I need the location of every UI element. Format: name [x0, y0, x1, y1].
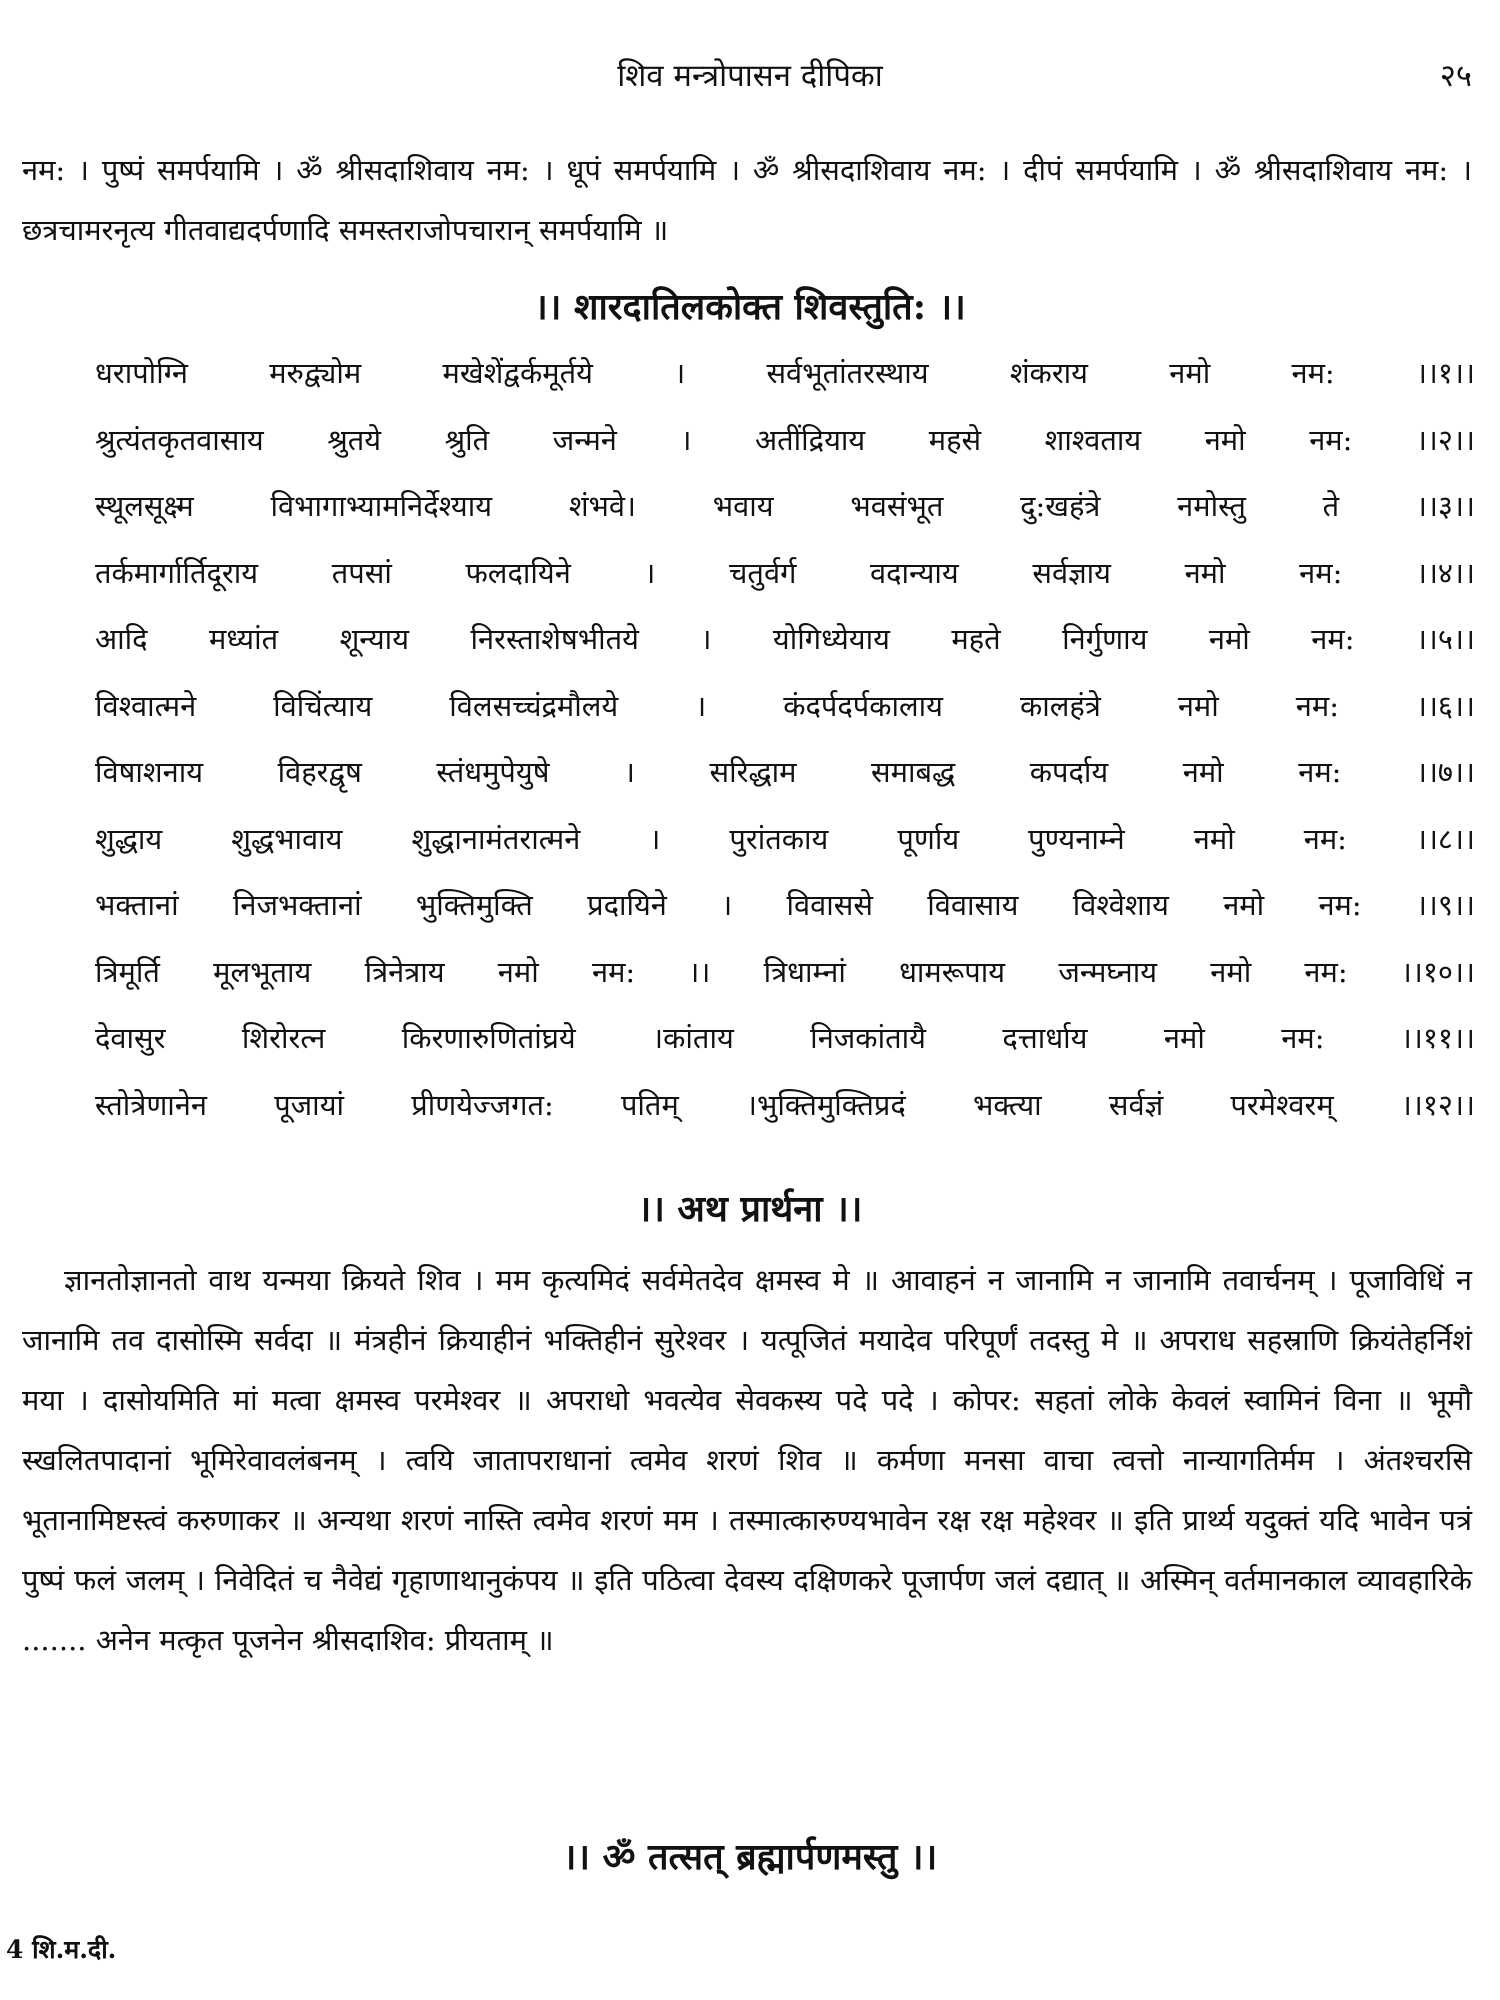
verse-line: तर्कमार्गार्तिदूराय तपसां फलदायिने । चतुर्वर्ग वदान्याय सर्वज्ञाय नमो नम: ।।४।।: [95, 555, 1475, 590]
running-title: शिव मन्त्रोपासन दीपिका: [617, 58, 883, 94]
verse-line: देवासुर शिरोरत्न किरणारुणितांघ्रये ।कांताय निजकांतायै दत्तार्धाय नमो नम: ।।११।।: [95, 1021, 1475, 1055]
prarthana-paragraph: ज्ञानतोज्ञानतो वाथ यन्मया क्रियते शिव । मम कृत्यमिदं सर्वमेतदेव क्षमस्व मे ॥ आवाहनं न जानामि न जानामि तवार्चनम् । पूजाविधिं न जानामि तव दासोस्मि सर्वदा ॥ मंत्रहीनं क्रियाहीनं भक्तिहीनं सुरेश्वर । यत्पूजितं मयादेव परिपूर्णं तदस्तु मे ॥ अपराध सहस्राणि क्रियंतेहर्निशं मया । दासोयमिति मां मत्वा क्षमस्व परमेश्वर ॥ अपराधो भवत्येव सेवकस्य पदे पदे । कोपर: सहतां लोके केवलं स्वामिनं विना ॥ भूमौ स्खलितपादानां भूमिरेवावलंबनम् । त्वयि जातापराधानां त्वमेव शरणं शिव ॥ कर्मणा मनसा वाचा त्वत्तो नान्यागतिर्मम । अंतश्चरसि भूतानामिष्टस्त्वं करुणाकर ॥ अन्यथा शरणं नास्ति त्वमेव शरणं मम । तस्मात्कारुण्यभावेन रक्ष रक्ष महेश्वर ॥ इति प्रार्थ्य यदुक्तं यदि भावेन पत्रं पुष्पं फलं जलम् । निवेदितं च नैवेद्यं गृहाणाथानुकंपय ॥ इति पठित्वा देवस्य दक्षिणकरे पूजार्पण जलं दद्यात् ॥ अस्मिन् वर्तमानकाल व्यावहारिके ....... अनेन मत्कृत पूजनेन श्रीसदाशिव: प्रीयताम् ॥: [22, 1263, 1472, 1657]
verse-line: श्रुत्यंतकृतवासाय श्रुतये श्रुति जन्मने । अतींद्रियाय महसे शाश्वताय नमो नम: ।।२।।: [95, 422, 1475, 457]
signature-mark: 4 शि.म.दी.: [6, 1935, 117, 1964]
intro-paragraph: नम: । पुष्पं समर्पयामि । ॐ श्रीसदाशिवाय नम: । धूपं समर्पयामि । ॐ श्रीसदाशिवाय नम: । दीपं समर्पयामि । ॐ श्रीसदाशिवाय नम: । छत्रचामरनृत्य गीतवाद्यदर्पणादि समस्तराजोपचारान् समर्पयामि ॥: [22, 153, 1472, 247]
verse-line: त्रिमूर्ति मूलभूताय त्रिनेत्राय नमो नम: ।। त्रिधाम्नां धामरूपाय जन्मघ्नाय नमो नम: ।।१०।।: [95, 954, 1475, 989]
stuti-heading: ।। शारदातिलकोक्त शिवस्तुति: ।।: [534, 286, 966, 328]
page-number: २५: [1439, 58, 1472, 94]
verse-line: आदि मध्यांत शून्याय निरस्ताशेषभीतये । योगिध्येयाय महते निर्गुणाय नमो नम: ।।५।।: [95, 622, 1475, 656]
closing-heading: ।। ॐ तत्सत् ब्रह्मार्पणमस्तु ।।: [562, 1836, 938, 1878]
verse-line: विश्वात्मने विचिंत्याय विलसच्चंद्रमौलये । कंदर्पदर्पकालाय कालहंत्रे नमो नम: ।।६।।: [95, 688, 1475, 723]
verse-line: भक्तानां निजभक्तानां भुक्तिमुक्ति प्रदायिने । विवाससे विवासाय विश्वेशाय नमो नम: ।।९।।: [95, 888, 1475, 922]
verse-line: धरापोग्नि मरुद्व्योम मखेशेंद्वर्कमूर्तये । सर्वभूतांतरस्थाय शंकराय नमो नम: ।।१।।: [95, 356, 1475, 390]
prarthana-heading: ।। अथ प्रार्थना ।।: [637, 1188, 863, 1230]
verse-line: स्तोत्रेणानेन पूजायां प्रीणयेज्जगत: पतिम् ।भुक्तिमुक्तिप्रदं भक्त्या सर्वज्ञं परमेश्वरम् ।।१२।।: [95, 1087, 1475, 1122]
verse-line: स्थूलसूक्ष्म विभागाभ्यामनिर्देश्याय शंभवे। भवाय भवसंभूत दु:खहंत्रे नमोस्तु ते ।।३।।: [95, 489, 1475, 523]
verse-line: विषाशनाय विहरद्वृष स्तंधमुपेयुषे । सरिद्धाम समाबद्ध कपर्दाय नमो नम: ।।७।।: [95, 755, 1475, 789]
stuti-verses: [95, 340, 1475, 1138]
verse-line: शुद्धाय शुद्धभावाय शुद्धानामंतरात्मने । पुरांतकाय पूर्णाय पुण्यनाम्ने नमो नम: ।।८।।: [95, 821, 1475, 856]
